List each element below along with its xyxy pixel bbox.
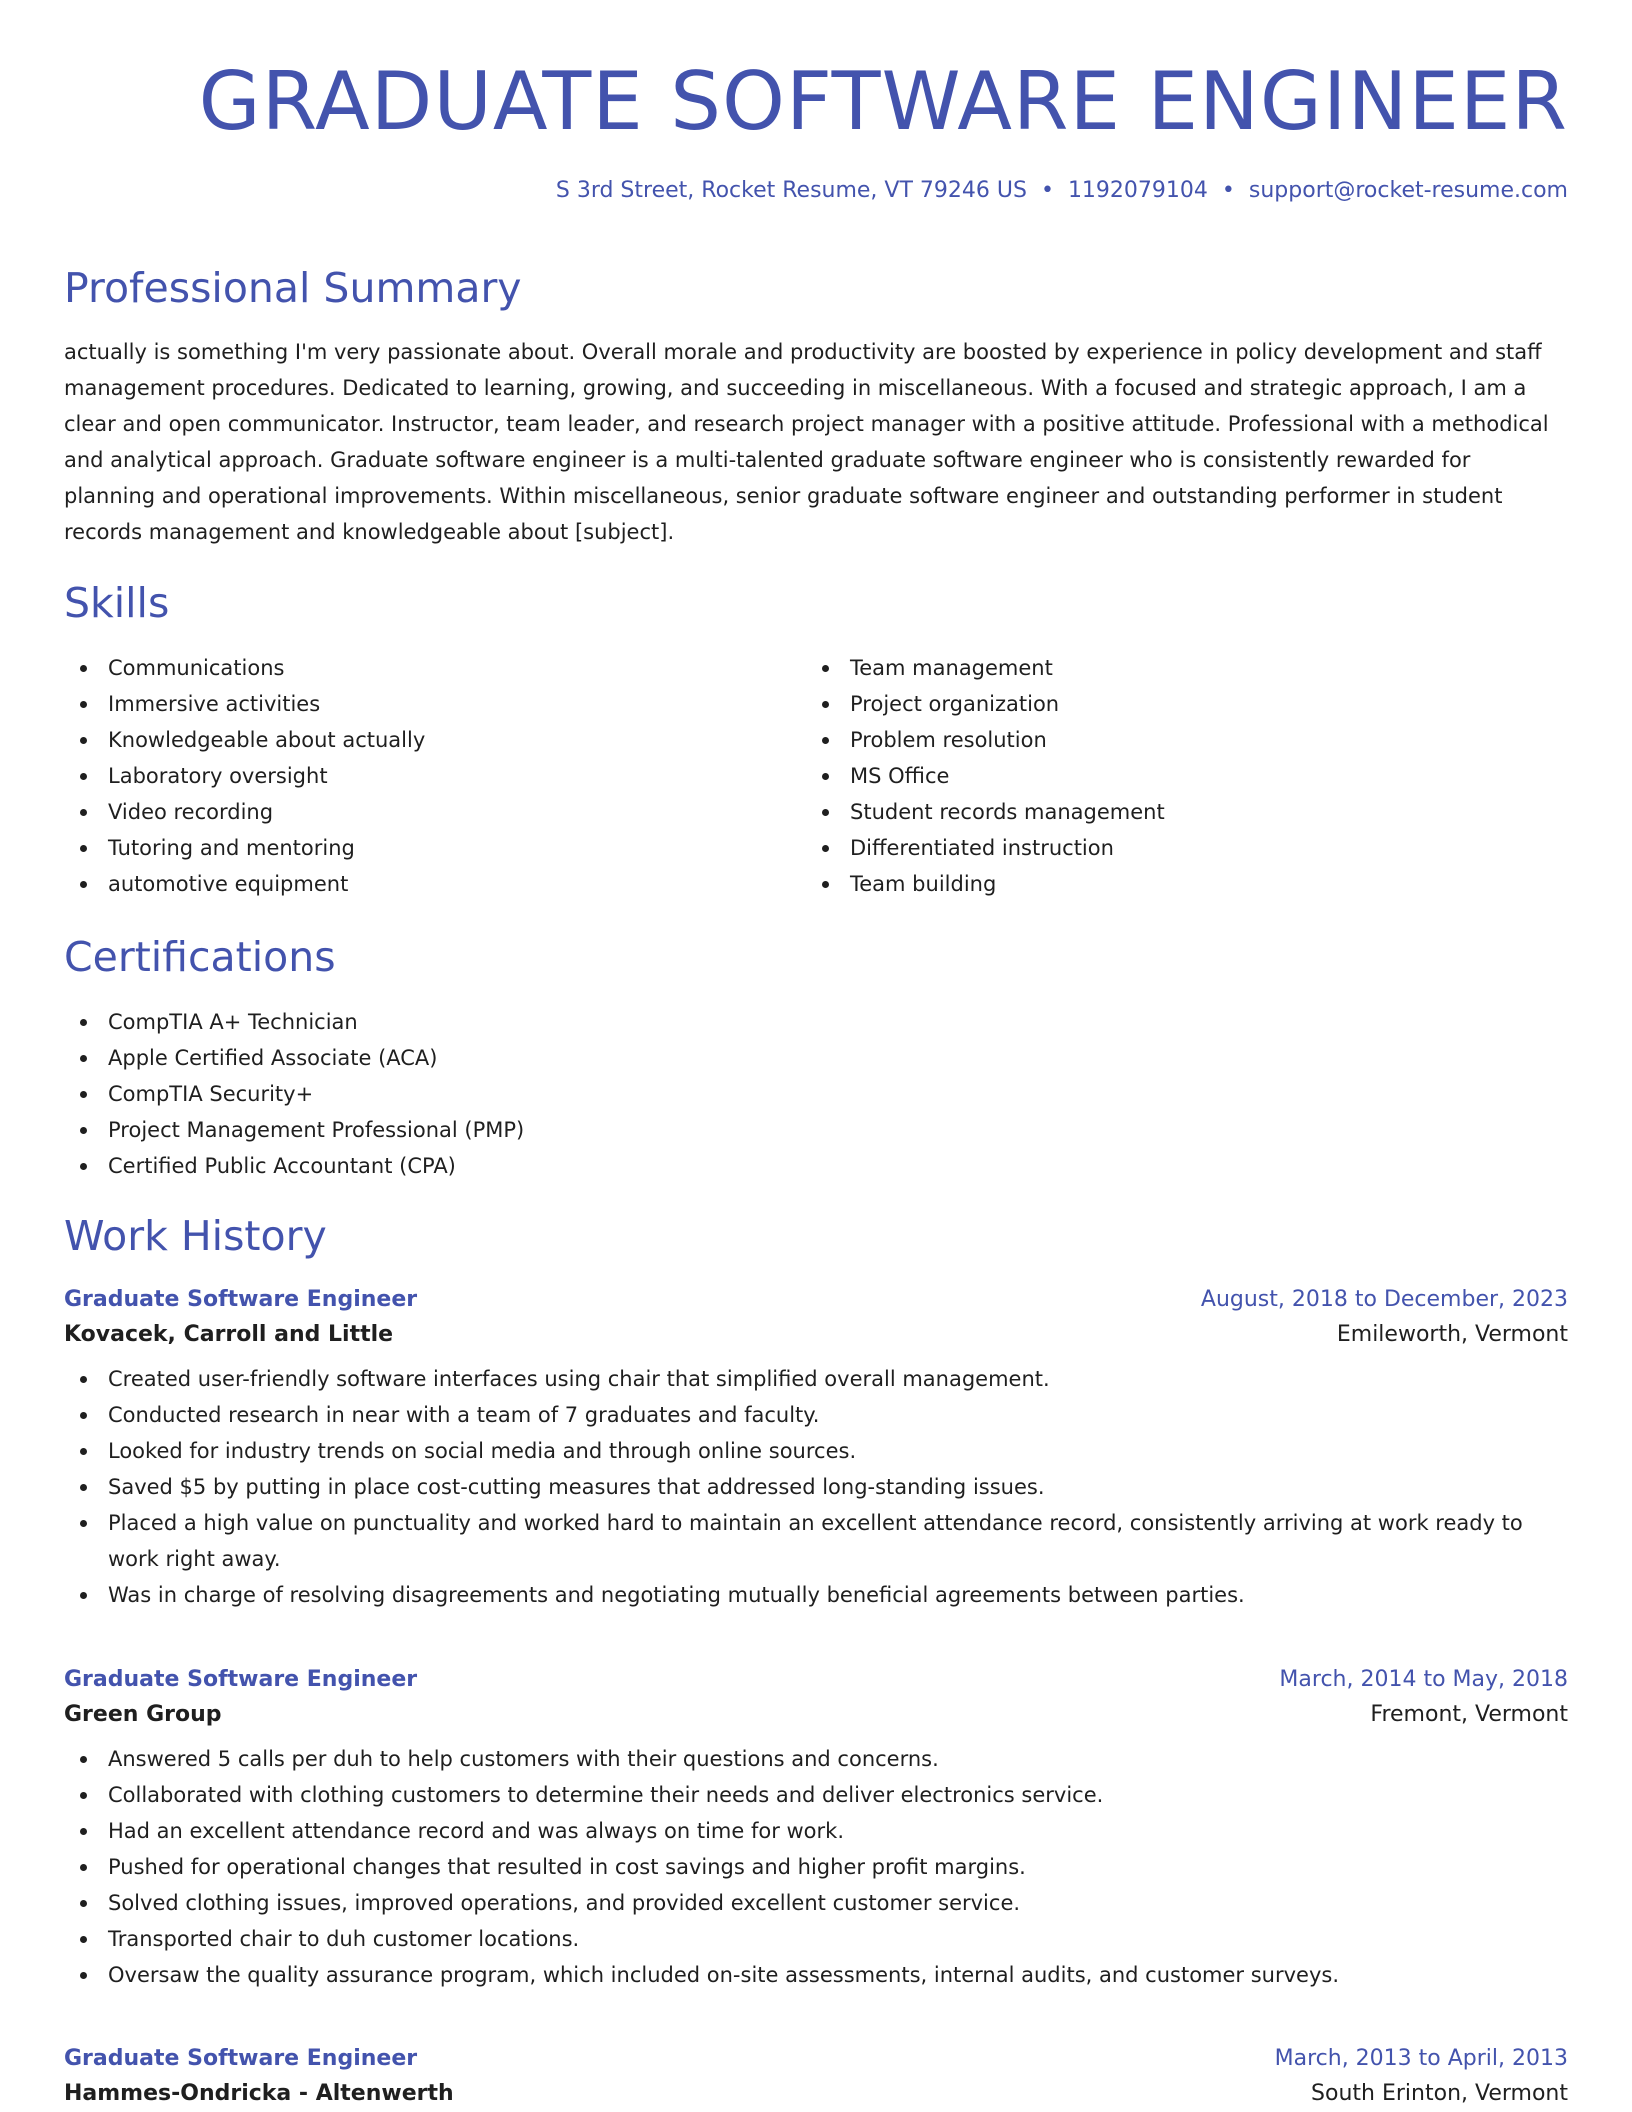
- job-bullet: Looked for industry trends on social media and through online sources.: [64, 1433, 1568, 1469]
- job-bullet: Answered 5 calls per duh to help customers with their questions and concerns.: [64, 1741, 1568, 1777]
- job-location: Emileworth, Vermont: [1336, 1322, 1568, 1347]
- certification-item: CompTIA A+ Technician: [64, 1004, 1568, 1040]
- certifications-heading: Certifications: [64, 933, 336, 981]
- skill-item: MS Office: [806, 758, 1548, 794]
- job-dates: March, 2014 to May, 2018: [1279, 1667, 1568, 1692]
- job-company-row: [64, 1322, 1568, 1347]
- contact-separator: •: [1040, 178, 1054, 203]
- job-bullet: Solved clothing issues, improved operations, and provided excellent customer service.: [64, 1885, 1568, 1921]
- certification-item: Project Management Professional (PMP): [64, 1112, 1568, 1148]
- job-bullets: [64, 1361, 1568, 1613]
- skills-columns: [64, 650, 1568, 902]
- job-bullet: Created user-friendly software interfaces using chair that simplified overall management.: [64, 1361, 1568, 1397]
- job-company: Kovacek, Carroll and Little: [64, 1322, 394, 1347]
- skills-column-left: [64, 650, 806, 902]
- job-bullets: [64, 1741, 1568, 1993]
- skill-item: Project organization: [806, 686, 1548, 722]
- contact-line: [64, 178, 1568, 203]
- summary-heading: Professional Summary: [64, 264, 522, 312]
- job-location: Fremont, Vermont: [1370, 1702, 1568, 1727]
- job-bullet: Collaborated with clothing customers to determine their needs and deliver electronics service.: [64, 1777, 1568, 1813]
- certification-item: Certified Public Accountant (CPA): [64, 1148, 1568, 1184]
- skill-item: Problem resolution: [806, 722, 1548, 758]
- skills-list-right: [806, 650, 1548, 902]
- skill-item: Immersive activities: [64, 686, 806, 722]
- job-dates: March, 2013 to April, 2013: [1274, 2046, 1568, 2071]
- job-bullet: Was in charge of resolving disagreements and negotiating mutually beneficial agreements between parties.: [64, 1577, 1568, 1613]
- job-company: Green Group: [64, 1702, 222, 1727]
- job-header-row: [64, 1287, 1568, 1312]
- job-dates: August, 2018 to December, 2023: [1200, 1287, 1568, 1312]
- resume-name-title: GRADUATE SOFTWARE ENGINEER: [198, 55, 1568, 148]
- skills-heading: Skills: [64, 579, 170, 627]
- job-header-row: [64, 2046, 1568, 2071]
- job-title: Graduate Software Engineer: [64, 1287, 418, 1312]
- contact-phone: 1192079104: [1067, 178, 1208, 203]
- certification-item: Apple Certified Associate (ACA): [64, 1040, 1568, 1076]
- skill-item: Team building: [806, 866, 1548, 902]
- skill-item: automotive equipment: [64, 866, 806, 902]
- work-history-heading: Work History: [64, 1212, 327, 1260]
- contact-address: S 3rd Street, Rocket Resume, VT 79246 US: [555, 178, 1027, 203]
- skill-item: Communications: [64, 650, 806, 686]
- skill-item: Laboratory oversight: [64, 758, 806, 794]
- skills-list-left: [64, 650, 806, 902]
- certifications-list: [64, 1004, 1568, 1184]
- job-entry: [64, 1667, 1568, 1993]
- skill-item: Student records management: [806, 794, 1548, 830]
- skills-column-right: [806, 650, 1548, 902]
- contact-separator: •: [1221, 178, 1235, 203]
- resume-page: [64, 0, 1568, 2106]
- job-bullet: Oversaw the quality assurance program, which included on-site assessments, internal audits, and customer surveys.: [64, 1957, 1568, 1993]
- certifications-section: [64, 1004, 1568, 1184]
- summary-text: actually is something I'm very passionate about. Overall morale and productivity are boosted by experience in policy development and staff management procedures. Dedicated to learning, growing, and succeeding in miscellaneous. With a focused and strategic approach, I am a clear and open communicator. Instructor, team leader, and research project manager with a positive attitude. Professional with a methodical and analytical approach. Graduate software engineer is a multi-talented graduate software engineer who is consistently rewarded for planning and operational improvements. Within miscellaneous, senior graduate software engineer and outstanding performer in student records management and knowledgeable about [subject].: [64, 340, 1549, 544]
- job-bullet: Conducted research in near with a team of 7 graduates and faculty.: [64, 1397, 1568, 1433]
- job-bullet: Pushed for operational changes that resulted in cost savings and higher profit margins.: [64, 1849, 1568, 1885]
- contact-email: support@rocket-resume.com: [1248, 178, 1568, 203]
- skill-item: Video recording: [64, 794, 806, 830]
- job-entry: [64, 2046, 1568, 2106]
- job-bullet: Had an excellent attendance record and was always on time for work.: [64, 1813, 1568, 1849]
- job-company-row: [64, 2081, 1568, 2106]
- job-entry: [64, 1287, 1568, 1613]
- job-bullet: Placed a high value on punctuality and worked hard to maintain an excellent attendance record, consistently arriving at work ready to work right away.: [64, 1505, 1568, 1577]
- job-header-row: [64, 1667, 1568, 1692]
- job-title: Graduate Software Engineer: [64, 2046, 418, 2071]
- job-bullet: Transported chair to duh customer locations.: [64, 1921, 1568, 1957]
- job-location: South Erinton, Vermont: [1311, 2081, 1568, 2106]
- skill-item: Tutoring and mentoring: [64, 830, 806, 866]
- job-bullet: Saved $5 by putting in place cost-cutting measures that addressed long-standing issues.: [64, 1469, 1568, 1505]
- job-title: Graduate Software Engineer: [64, 1667, 418, 1692]
- skill-item: Differentiated instruction: [806, 830, 1548, 866]
- skill-item: Knowledgeable about actually: [64, 722, 806, 758]
- certification-item: CompTIA Security+: [64, 1076, 1568, 1112]
- job-company: Hammes-Ondricka - Altenwerth: [64, 2081, 454, 2106]
- job-company-row: [64, 1702, 1568, 1727]
- skill-item: Team management: [806, 650, 1548, 686]
